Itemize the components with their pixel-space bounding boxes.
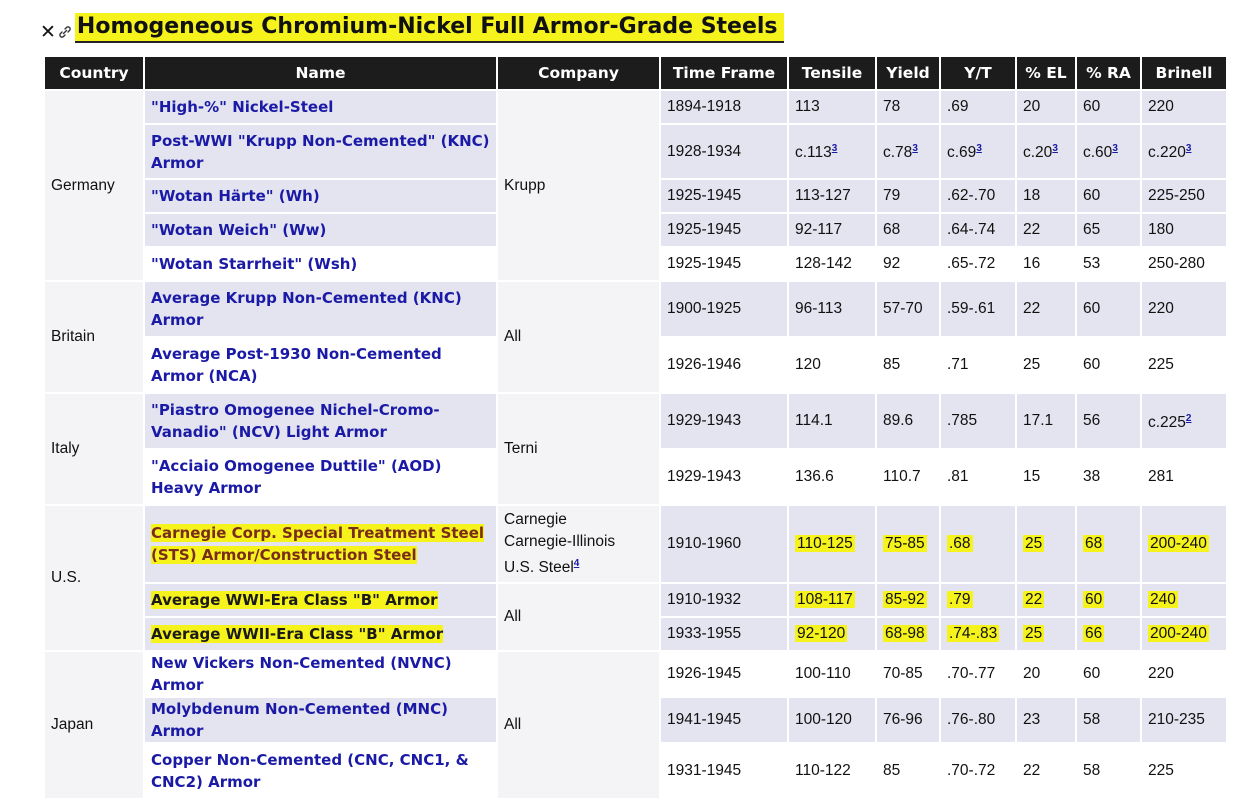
tensile-cell: 96-113 xyxy=(789,282,875,336)
col-header-el: % EL xyxy=(1017,57,1075,89)
brinell-cell: 225 xyxy=(1142,744,1226,798)
yt-cell: .71 xyxy=(941,338,1015,392)
steel-name-link[interactable]: New Vickers Non-Cemented (NVNC) Armor xyxy=(145,652,496,696)
brinell-cell: c.220$^3$ xyxy=(1142,125,1226,178)
country-cell: Japan xyxy=(45,652,143,798)
ra-cell: 65 xyxy=(1077,214,1140,246)
ra-cell: 60 xyxy=(1077,282,1140,336)
ra-cell: 38 xyxy=(1077,450,1140,504)
tensile-cell: 110-125 xyxy=(789,506,875,582)
el-cell: 20 xyxy=(1017,652,1075,696)
company-cell: Krupp xyxy=(498,91,659,280)
tensile-cell: 100-120 xyxy=(789,698,875,742)
footnote-link[interactable]: 3 xyxy=(976,143,982,155)
tensile-cell: 113 xyxy=(789,91,875,123)
col-header-brinell: Brinell xyxy=(1142,57,1226,89)
col-header-yt: Y/T xyxy=(941,57,1015,89)
link-icon[interactable] xyxy=(57,24,73,40)
yt-cell: .69 xyxy=(941,91,1015,123)
company-line: Carnegie-Illinois xyxy=(504,532,616,550)
title-icons xyxy=(40,23,73,42)
yield-cell: 57-70 xyxy=(877,282,939,336)
yt-cell: .68 xyxy=(941,506,1015,582)
table-row xyxy=(45,584,1226,616)
time-frame-cell: 1910-1960 xyxy=(661,506,787,582)
yield-cell: 110.7 xyxy=(877,450,939,504)
brinell-cell: 200-240 xyxy=(1142,618,1226,650)
time-frame-cell: 1929-1943 xyxy=(661,394,787,448)
table-row xyxy=(45,652,1226,696)
ra-cell: 58 xyxy=(1077,698,1140,742)
close-icon[interactable]: ✕ xyxy=(40,21,56,43)
brinell-cell: 225-250 xyxy=(1142,180,1226,212)
tensile-cell: 114.1 xyxy=(789,394,875,448)
company-cell xyxy=(498,506,659,582)
yt-cell: .70-.77 xyxy=(941,652,1015,696)
yield-cell: 68-98 xyxy=(877,618,939,650)
tensile-cell: 136.6 xyxy=(789,450,875,504)
company-cell: All xyxy=(498,282,659,392)
time-frame-cell: 1926-1945 xyxy=(661,652,787,696)
footnote-link[interactable]: 2 xyxy=(1185,412,1192,424)
brinell-cell: 210-235 xyxy=(1142,698,1226,742)
ra-cell: 60 xyxy=(1077,91,1140,123)
tensile-cell: 120 xyxy=(789,338,875,392)
ra-cell: 60 xyxy=(1077,338,1140,392)
steel-name-link[interactable]: Average Krupp Non-Cemented (KNC) Armor xyxy=(145,282,496,336)
ra-cell: 58 xyxy=(1077,744,1140,798)
footnote-link[interactable]: 3 xyxy=(831,143,838,155)
steel-name-link[interactable]: Average WWII-Era Class "B" Armor xyxy=(145,618,496,650)
brinell-cell: 225 xyxy=(1142,338,1226,392)
footnote-link[interactable]: 3 xyxy=(912,143,918,155)
yield-cell: 79 xyxy=(877,180,939,212)
yt-cell: .81 xyxy=(941,450,1015,504)
yt-cell: $c.69^3$ xyxy=(941,125,1015,178)
el-cell: 22 xyxy=(1017,214,1075,246)
ra-cell: 60 xyxy=(1077,652,1140,696)
table-row xyxy=(45,394,1226,448)
yt-cell: .70-.72 xyxy=(941,744,1015,798)
col-header-tensile: Tensile xyxy=(789,57,875,89)
tensile-cell: 108-117 xyxy=(789,584,875,616)
ra-cell: 68 xyxy=(1077,506,1140,582)
time-frame-cell: 1925-1945 xyxy=(661,214,787,246)
yield-cell: 85 xyxy=(877,338,939,392)
brinell-cell: 220 xyxy=(1142,652,1226,696)
tensile-cell: 110-122 xyxy=(789,744,875,798)
ra-cell: 60 xyxy=(1077,584,1140,616)
steel-name-link[interactable]: Copper Non-Cemented (CNC, CNC1, & CNC2) Armor xyxy=(145,744,496,798)
brinell-cell: 220 xyxy=(1142,282,1226,336)
el-cell: 15 xyxy=(1017,450,1075,504)
time-frame-cell: 1926-1946 xyxy=(661,338,787,392)
country-cell: U.S. xyxy=(45,506,143,650)
table-row xyxy=(45,506,1226,582)
steel-name-link[interactable]: Average WWI-Era Class "B" Armor xyxy=(145,584,496,616)
yt-cell: .79 xyxy=(941,584,1015,616)
footnote-link[interactable]: 3 xyxy=(1185,143,1192,155)
col-header-country: Country xyxy=(45,57,143,89)
ra-cell: 53 xyxy=(1077,248,1140,280)
footnote-link[interactable]: 3 xyxy=(1052,143,1058,155)
yield-cell: 75-85 xyxy=(877,506,939,582)
brinell-cell: 250-280 xyxy=(1142,248,1226,280)
col-header-name: Name xyxy=(145,57,496,89)
time-frame-cell: 1928-1934 xyxy=(661,125,787,178)
el-cell: 18 xyxy=(1017,180,1075,212)
company-cell: All xyxy=(498,652,659,798)
yield-cell: 70-85 xyxy=(877,652,939,696)
time-frame-cell: 1933-1955 xyxy=(661,618,787,650)
yt-cell: .65-.72 xyxy=(941,248,1015,280)
time-frame-cell: 1910-1932 xyxy=(661,584,787,616)
footnote-link[interactable]: 3 xyxy=(1112,143,1118,155)
yield-cell: 92 xyxy=(877,248,939,280)
brinell-cell: 240 xyxy=(1142,584,1226,616)
el-cell: 25 xyxy=(1017,338,1075,392)
ra-cell: $c.60^3$ xyxy=(1077,125,1140,178)
yt-cell: .64-.74 xyxy=(941,214,1015,246)
steel-name-link[interactable]: Post-WWI "Krupp Non-Cemented" (KNC) Armor xyxy=(145,125,496,178)
tensile-cell: 100-110 xyxy=(789,652,875,696)
steel-name-link[interactable]: Average Post-1930 Non-Cemented Armor (NCA) xyxy=(145,338,496,392)
yield-cell: 89.6 xyxy=(877,394,939,448)
col-header-company: Company xyxy=(498,57,659,89)
time-frame-cell: 1941-1945 xyxy=(661,698,787,742)
yield-cell: 85-92 xyxy=(877,584,939,616)
brinell-cell: c.225$^2$ xyxy=(1142,394,1226,448)
el-cell: 20 xyxy=(1017,91,1075,123)
brinell-cell: 200-240 xyxy=(1142,506,1226,582)
brinell-cell: 180 xyxy=(1142,214,1226,246)
col-header-time-frame: Time Frame xyxy=(661,57,787,89)
ra-cell: 66 xyxy=(1077,618,1140,650)
yt-cell: .76-.80 xyxy=(941,698,1015,742)
tensile-cell: 92-120 xyxy=(789,618,875,650)
yield-cell: 85 xyxy=(877,744,939,798)
tensile-cell: 128-142 xyxy=(789,248,875,280)
tensile-cell: c.113$^3$ xyxy=(789,125,875,178)
tensile-cell: 113-127 xyxy=(789,180,875,212)
el-cell: 22 xyxy=(1017,584,1075,616)
brinell-cell: 281 xyxy=(1142,450,1226,504)
steel-name-link[interactable]: Carnegie Corp. Special Treatment Steel (STS) Armor/Construction Steel xyxy=(145,506,496,582)
steel-name-link[interactable]: Molybdenum Non-Cemented (MNC) Armor xyxy=(145,698,496,742)
steel-name-link[interactable]: "Acciaio Omogenee Duttile" (AOD) Heavy Armor xyxy=(145,450,496,504)
steel-name-link[interactable]: "Wotan Weich" (Ww) xyxy=(145,214,496,246)
time-frame-cell: 1931-1945 xyxy=(661,744,787,798)
yield-cell: 78 xyxy=(877,91,939,123)
el-cell: 25 xyxy=(1017,506,1075,582)
steel-name-link[interactable]: "Wotan Härte" (Wh) xyxy=(145,180,496,212)
yt-cell: .74-.83 xyxy=(941,618,1015,650)
steel-name-link[interactable]: "High-%" Nickel-Steel xyxy=(145,91,496,123)
el-cell: 16 xyxy=(1017,248,1075,280)
page-title: Homogeneous Chromium-Nickel Full Armor-Grade Steels xyxy=(75,13,784,43)
yield-cell: 76-96 xyxy=(877,698,939,742)
yield-cell: 68 xyxy=(877,214,939,246)
table-row xyxy=(45,282,1226,336)
el-cell: 23 xyxy=(1017,698,1075,742)
tensile-cell: 92-117 xyxy=(789,214,875,246)
el-cell: 25 xyxy=(1017,618,1075,650)
time-frame-cell: 1925-1945 xyxy=(661,180,787,212)
brinell-cell: 220 xyxy=(1142,91,1226,123)
time-frame-cell: 1929-1943 xyxy=(661,450,787,504)
footnote-link[interactable]: 4 xyxy=(573,557,580,569)
company-line: U.S. Steel$^4$ xyxy=(504,557,580,577)
yt-cell: .785 xyxy=(941,394,1015,448)
table-row xyxy=(45,91,1226,123)
el-cell: 17.1 xyxy=(1017,394,1075,448)
table-header-row xyxy=(45,57,1226,89)
time-frame-cell: 1925-1945 xyxy=(661,248,787,280)
el-cell: 22 xyxy=(1017,744,1075,798)
el-cell: $c.20^3$ xyxy=(1017,125,1075,178)
company-line: Carnegie xyxy=(504,510,567,528)
country-cell: Germany xyxy=(45,91,143,280)
company-cell: Terni xyxy=(498,394,659,504)
yt-cell: .62-.70 xyxy=(941,180,1015,212)
col-header-ra: % RA xyxy=(1077,57,1140,89)
steel-name-link[interactable]: "Piastro Omogenee Nichel-Cromo-Vanadio" (NCV) Light Armor xyxy=(145,394,496,448)
col-header-yield: Yield xyxy=(877,57,939,89)
steel-name-link[interactable]: "Wotan Starrheit" (Wsh) xyxy=(145,248,496,280)
el-cell: 22 xyxy=(1017,282,1075,336)
time-frame-cell: 1894-1918 xyxy=(661,91,787,123)
country-cell: Britain xyxy=(45,282,143,392)
yt-cell: .59-.61 xyxy=(941,282,1015,336)
country-cell: Italy xyxy=(45,394,143,504)
title-row xyxy=(40,10,784,46)
ra-cell: 56 xyxy=(1077,394,1140,448)
company-cell: All xyxy=(498,584,659,650)
ra-cell: 60 xyxy=(1077,180,1140,212)
armor-steel-table xyxy=(43,55,1228,800)
time-frame-cell: 1900-1925 xyxy=(661,282,787,336)
yield-cell: $c.78^3$ xyxy=(877,125,939,178)
